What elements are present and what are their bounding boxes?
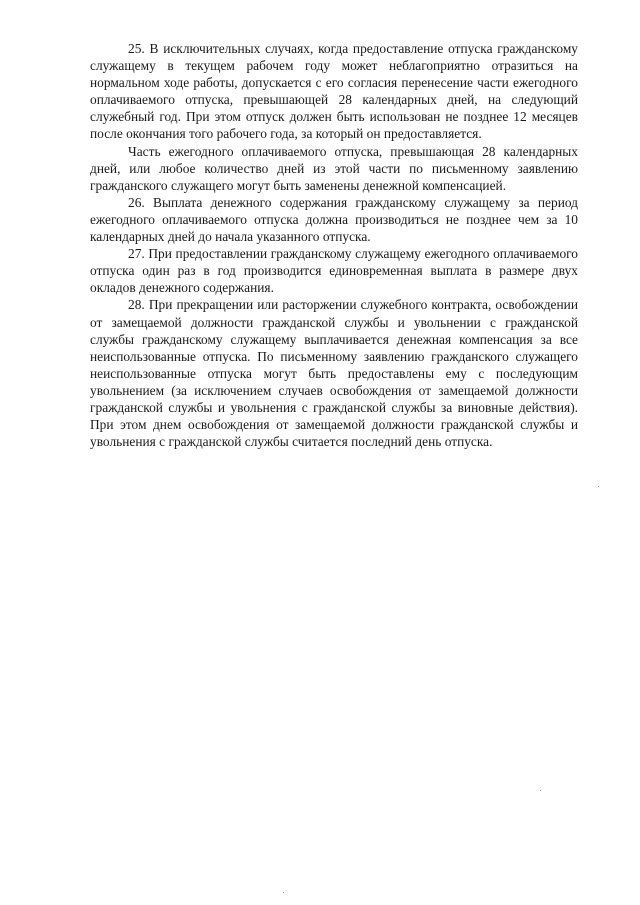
paragraph-25: 25. В исключительных случаях, когда предоставление отпуска гражданскому служащему в текущем рабочем году может неблагоприятно отразиться на нормальном ходе работы, допускается с его согласия перенесение части ежегодного оплачиваемого отпуска, превышающей 28 календарных дней, на следующий служебный год. При этом отпуск должен быть использован не позднее 12 месяцев после окончания того рабочего года, за который он предоставляется. [90, 41, 578, 142]
paragraph-26: 26. Выплата денежного содержания гражданскому служащему за период ежегодного оплачиваемого отпуска должна производиться не позднее чем за 10 календарных дней до начала указанного отпуска. [90, 194, 578, 245]
scan-speck [598, 486, 599, 487]
paragraph-25-part-compensation: Часть ежегодного оплачиваемого отпуска, превышающая 28 календарных дней, или любое количество дней из этой части по письменному заявлению гражданского служащего могут быть заменены денежной компенсацией. [90, 143, 578, 193]
scan-speck [283, 892, 284, 893]
paragraph-27: 27. При предоставлении гражданскому служащему ежегодного оплачиваемого отпуска один раз в год производится единовременная выплата в размере двух окладов денежного содержания. [90, 246, 578, 296]
scan-speck [540, 790, 541, 791]
document-body [90, 40, 578, 450]
paragraph-28: 28. При прекращении или расторжении служебного контракта, освобождении от замещаемой должности гражданской службы и увольнении с гражданской службы гражданскому служащему выплачивается денежная компенсация за все неиспользованные отпуска. По письменному заявлению гражданского служащего неиспользованные отпуска могут быть предоставлены ему с последующим увольнением (за исключением случаев освобождения от замещаемой должности гражданской службы и увольнения с гражданской службы за виновные действия). При этом днем освобождения от замещаемой должности гражданской службы и увольнения с гражданской службы считается последний день отпуска. [90, 297, 578, 450]
